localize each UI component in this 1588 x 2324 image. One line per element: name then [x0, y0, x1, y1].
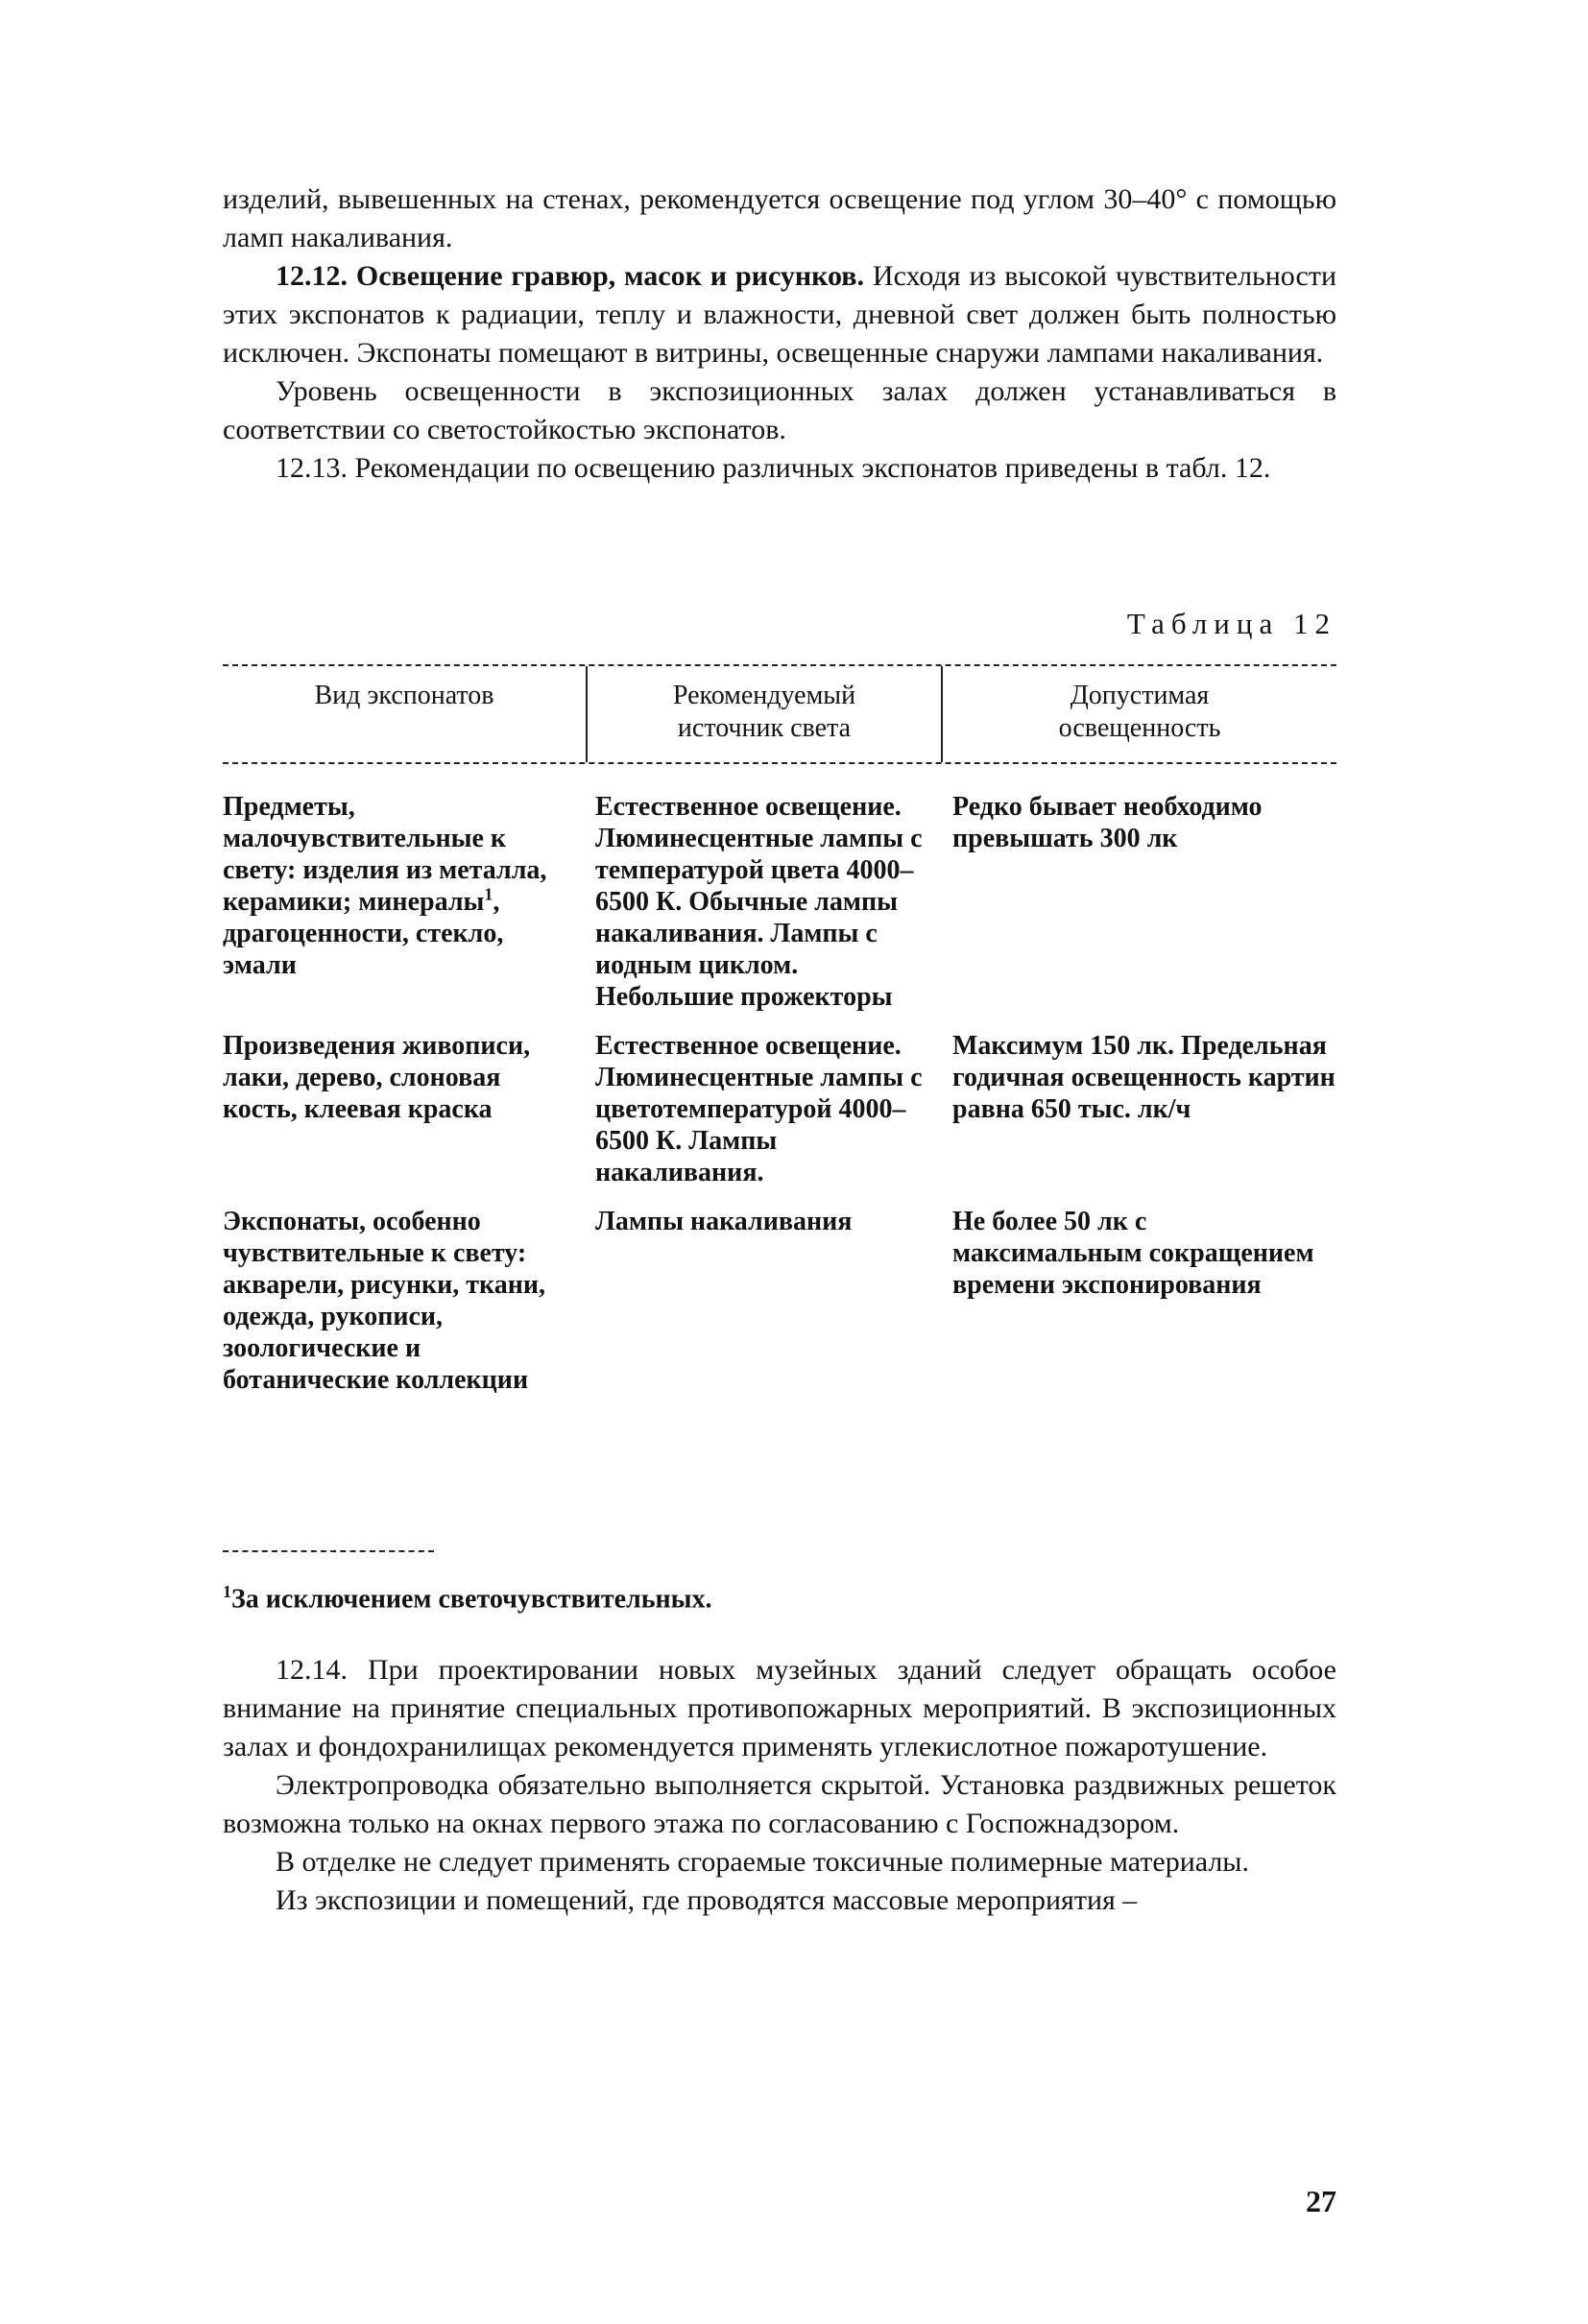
- paragraph-continuation: изделий, вывешенных на стенах, рекомендуется освещение под углом 30–40° с помощью ламп накаливания.: [223, 183, 1336, 253]
- cell-light-source: Естественное освещение. Люминесцентные лампы с температурой цвета 4000–6500 К. Обычные лампы накаливания. Лампы с иодным циклом. Небольшие прожекторы: [595, 792, 923, 1012]
- page-number: 27: [1306, 2184, 1336, 2218]
- cell-illuminance: Редко бывает необходимо превышать 300 лк: [952, 792, 1263, 853]
- footnote-text: За исключением светочувствительных.: [231, 1584, 712, 1615]
- section-heading-12-12: 12.12. Освещение гравюр, масок и рисунков.: [276, 260, 864, 292]
- paragraph-mass-events: Из экспозиции и помещений, где проводятся массовые мероприятия –: [276, 1884, 1138, 1916]
- cell-exhibit-type: Экспонаты, особенно чувствительные к свету: акварели, рисунки, ткани, одежда, рукописи, зоологические и ботанические коллекции: [223, 1207, 545, 1395]
- paragraph-12-14: 12.14. При проектировании новых музейных зданий следует обращать особое внимание на принятие специальных противопожарных мероприятий. В экспозиционных залах и фондохранилищах рекомендуется применять углекислотное пожаротушение.: [223, 1654, 1336, 1762]
- paragraph-12-12: [223, 257, 1336, 372]
- cell-text-tail: , драгоценности, стекло, эмали: [223, 887, 504, 980]
- paragraph-finishing: В отделке не следует применять сгораемые токсичные полимерные материалы.: [276, 1846, 1249, 1878]
- cell-text: Предметы, малочувствительные к свету: изделия из металла, керамики; минералы: [223, 792, 547, 917]
- bottom-text-block: [223, 1651, 1336, 1920]
- table-header-row: [223, 666, 1336, 762]
- cell-light-source: Естественное освещение. Люминесцентные лампы с цветотемпературой 4000–6500 К. Лампы накаливания.: [595, 1031, 923, 1187]
- footnote-marker: 1: [484, 884, 493, 904]
- paragraph-wiring: Электропроводка обязательно выполняется скрытой. Установка раздвижных решеток возможна только на окнах первого этажа по согласованию с Госпожнадзором.: [223, 1769, 1336, 1839]
- cell-exhibit-type: Произведения живописи, лаки, дерево, слоновая кость, клеевая краска: [223, 1031, 531, 1124]
- table-row: [223, 1030, 1336, 1188]
- table-row: [223, 791, 1336, 1013]
- table-body: [223, 791, 1336, 1396]
- cell-exhibit-type: [223, 791, 586, 1013]
- exhibit-lighting-table: [223, 664, 1336, 1396]
- paragraph-illumination-level: Уровень освещенности в экспозиционных залах должен устанавливаться в соответствии со светостойкостью экспонатов.: [223, 375, 1336, 445]
- table-caption: Таблица 12: [1126, 607, 1336, 640]
- paragraph-12-13: 12.13. Рекомендации по освещению различных экспонатов приведены в табл. 12.: [276, 452, 1271, 484]
- footnote: [223, 1575, 1336, 1616]
- footnote-area: [223, 1550, 1336, 1616]
- header-light-source: Рекомендуемый источник света: [586, 666, 941, 762]
- header-exhibit-type: Вид экспонатов: [314, 681, 494, 710]
- table-row: [223, 1206, 1336, 1396]
- paragraph-12-12-text: Исходя из высокой чувствительности этих экспонатов к радиации, теплу и влажности, дневной свет должен быть полностью исключен. Экспонаты помещают в витрины, освещенные снаружи лампами накаливания.: [223, 260, 1337, 369]
- cell-illuminance: Максимум 150 лк. Предельная годичная освещенность картин равна 650 тыс. лк/ч: [952, 1031, 1335, 1124]
- header-illuminance: Допустимая освещенность: [941, 666, 1336, 762]
- cell-light-source: Лампы накаливания: [595, 1207, 853, 1236]
- footnote-number: 1: [223, 1582, 231, 1601]
- table-header-rule: [223, 762, 1336, 764]
- footnote-rule: [223, 1550, 434, 1552]
- cell-illuminance: Не более 50 лк с максимальным сокращением времени экспонирования: [952, 1207, 1314, 1300]
- top-text-block: [223, 180, 1336, 488]
